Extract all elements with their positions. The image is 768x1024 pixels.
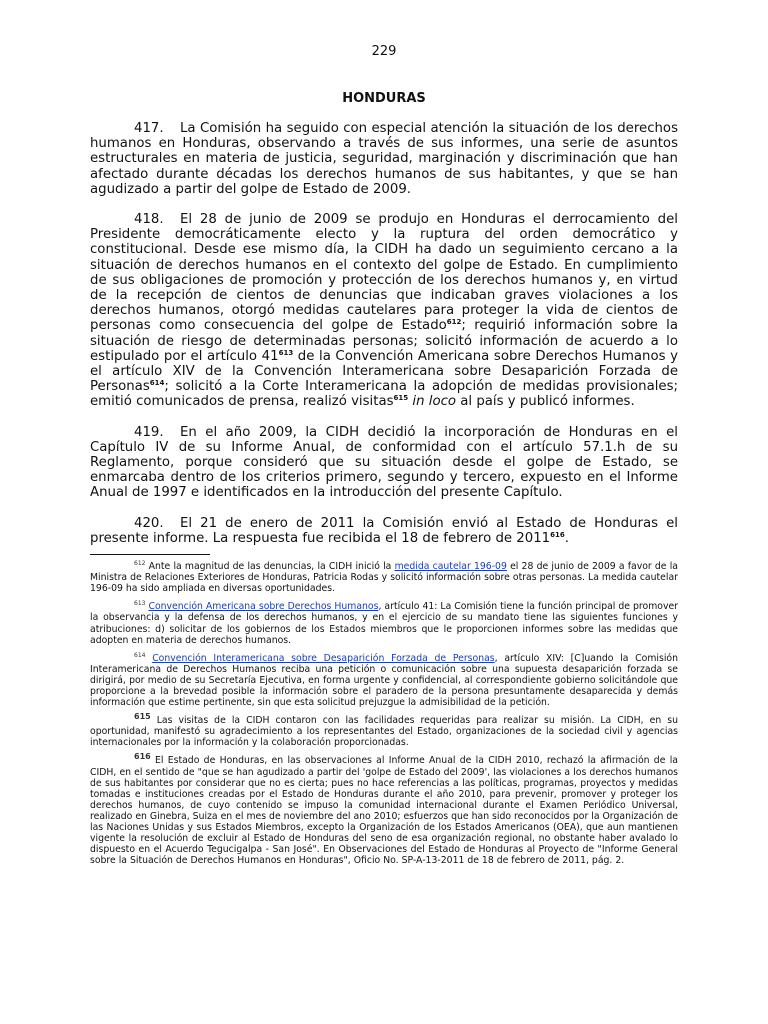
footnote-text: el 28 de junio de 2009 a favor de la Ministra de Relaciones Exteriores de Honduras, Patricia Rodas y solicitó información sobre otras personas. La medida cautelar 196-09 ha sido ampliada en diversas oportunidades. [90,561,678,595]
footnote-614 [90,653,678,708]
footnote-613 [90,601,678,645]
paragraph-text: El 28 de junio de 2009 se produjo en Honduras el derrocamiento del Presidente democráticamente electo y la ruptura del orden democrático y constitucional. Desde ese mismo día, la CIDH ha dado un seguimiento cercano a la situación de derechos humanos en el contexto del golpe de Estado. En cumplimiento de sus obligaciones de promoción y protección de los derechos humanos y, en virtud de la recepción de cientos de denuncias que indicaban graves violaciones a los derechos humanos, otorgó medidas cautelares para proteger la vida de cientos de personas como consecuencia del golpe de Estado [90,212,678,334]
paragraph-text: ; requirió información sobre la situación de riesgo de determinadas personas; solicitó información de acuerdo a lo estipulado por el artículo 41 [90,318,678,364]
footnote-text: , artículo XIV: [C]uando la Comisión Interamericana de Derechos Humanos reciba una petición o comunicación sobre una supuesta desaparición forzada se dirigirá, por medio de su Secretaría Ejecutiva, en forma urgente y confidencial, al correspondiente gobierno solicitándole que proporcione a la brevedad posible la información sobre el paradero de la persona presuntamente desaparecida y demás información que estime pertinente, sin que esta solicitud prejuzgue la admisibilidad de la petición. [90,652,678,709]
footnote-mark: 616 [134,752,151,762]
paragraph-420 [90,516,678,546]
paragraph-number: 418. [134,212,164,228]
footnote-text: , artículo 41: La Comisión tiene la función principal de promover la observancia y la defensa de los derechos humanos, y en el ejercicio de su mandato tiene las siguientes funciones y atribuciones: d) solicitar de los gobiernos de los Estados miembros que le proporcionen informes sobre las medidas que adopten en materia de derechos humanos. [90,601,678,646]
footnote-mark: 612 [134,560,146,568]
paragraph-text: El 21 de enero de 2011 la Comisión envió al Estado de Honduras el presente informe. La respuesta fue recibida el 18 de febrero de 2011 [90,515,678,546]
footnote-ref[interactable]: 613 [278,348,294,357]
footnote-link[interactable]: Convención Americana sobre Derechos Humanos [148,601,379,613]
page-number: 229 [371,44,397,59]
footnote-ref[interactable]: 614 [149,379,165,388]
footnote-link[interactable]: medida cautelar 196-09 [394,561,507,573]
paragraph-text: al país y publicó informes. [456,394,635,410]
document-body [90,121,678,873]
footnote-ref[interactable]: 616 [550,530,565,539]
paragraph-text: . [564,530,570,546]
italic-text: in loco [412,394,457,410]
paragraph-text: La Comisión ha seguido con especial atención la situación de los derechos humanos en Honduras, observando a través de sus informes, una serie de asuntos estructurales en materia de justicia, seguridad, marginación y discriminación que han afectado durante décadas los derechos humanos de sus habitantes, y que se han agudizado a partir del golpe de Estado de 2009. [90,121,678,197]
paragraph-419 [90,425,678,501]
footnote-separator [90,554,210,555]
footnote-mark: 613 [134,600,146,608]
footnote-mark: 615 [134,712,151,722]
footnote-ref[interactable]: 615 [393,394,409,403]
section-heading: HONDURAS [342,91,426,106]
footnote-mark: 614 [134,651,146,659]
paragraph-number: 419. [134,424,164,440]
footnote-text: El Estado de Honduras, en las observaciones al Informe Anual de la CIDH 2010, rechazó la afirmación de la CIDH, en el sentido de "que se han agudizado a partir del 'golpe de Estado del 2009', las violaciones a los derechos humanos de sus habitantes por considerar que no es cierta; pues no hace referencias a las políticas, programas, proyectos y medidas tomadas e instituciones creadas por el Estado de Honduras durante el año 2010, para prevenir, promover y proteger los derechos humanos, de cuyo contenido se impuso la comunidad internacional durante el Examen Periódico Universal, realizado en Ginebra, Suiza en el mes de noviembre del ano 2010; esfuerzos que han sido reconocidos por la Organización de las Naciones Unidas y sus Estados Miembros, excepto la Organización de los Estados Americanos (OEA), que aun mantienen vigente la resolución de excluir al Estado de Honduras del seno de esa organización regional, no obstante haber avalado lo dispuesto en el Acuerdo Tegucigalpa - San José". En Observaciones del Estado de Honduras al Proyecto de "Informe General sobre la Situación de Derechos Humanos en Honduras", Oficio No. SP-A-13-2011 de 18 de febrero de 2011, pág. 2. [90,755,678,867]
footnote-text: Las visitas de la CIDH contaron con las facilidades requeridas para realizar su misión. La CIDH, en su oportunidad, manifestó su agradecimiento a los representantes del Estado, organizaciones de la sociedad civil y agencias internacionales por la información y la colaboración proporcionadas. [90,715,678,749]
paragraph-418 [90,212,678,410]
paragraph-417 [90,121,678,197]
footnote-615 [90,712,678,749]
paragraph-number: 417. [134,121,164,136]
paragraph-text: En el año 2009, la CIDH decidió la incorporación de Honduras en el Capítulo IV de su Informe Anual, de conformidad con el artículo 57.1.h de su Reglamento, porque consideró que su situación desde el golpe de Estado, se enmarcaba dentro de los criterios primero, segundo y tercero, expuesto en el Informe Anual de 1997 e identificados en la introducción del presente Capítulo. [90,424,678,501]
footnotes [90,561,678,866]
footnote-link[interactable]: Convención Interamericana sobre Desaparición Forzada de Personas [152,652,495,664]
paragraph-number: 420. [134,515,164,531]
paragraph-text: ; solicitó a la Corte Interamericana la adopción de medidas provisionales; emitió comunicados de prensa, realizó visitas [90,379,678,410]
footnote-612 [90,561,678,594]
paragraph-text: de la Convención Americana sobre Derechos Humanos y el artículo XIV de la Convención Interamericana sobre Desaparición Forzada de Personas [90,348,678,395]
footnote-616 [90,752,678,867]
footnote-text: Ante la magnitud de las denuncias, la CIDH inició la [145,561,395,573]
footnote-ref[interactable]: 612 [446,318,462,327]
